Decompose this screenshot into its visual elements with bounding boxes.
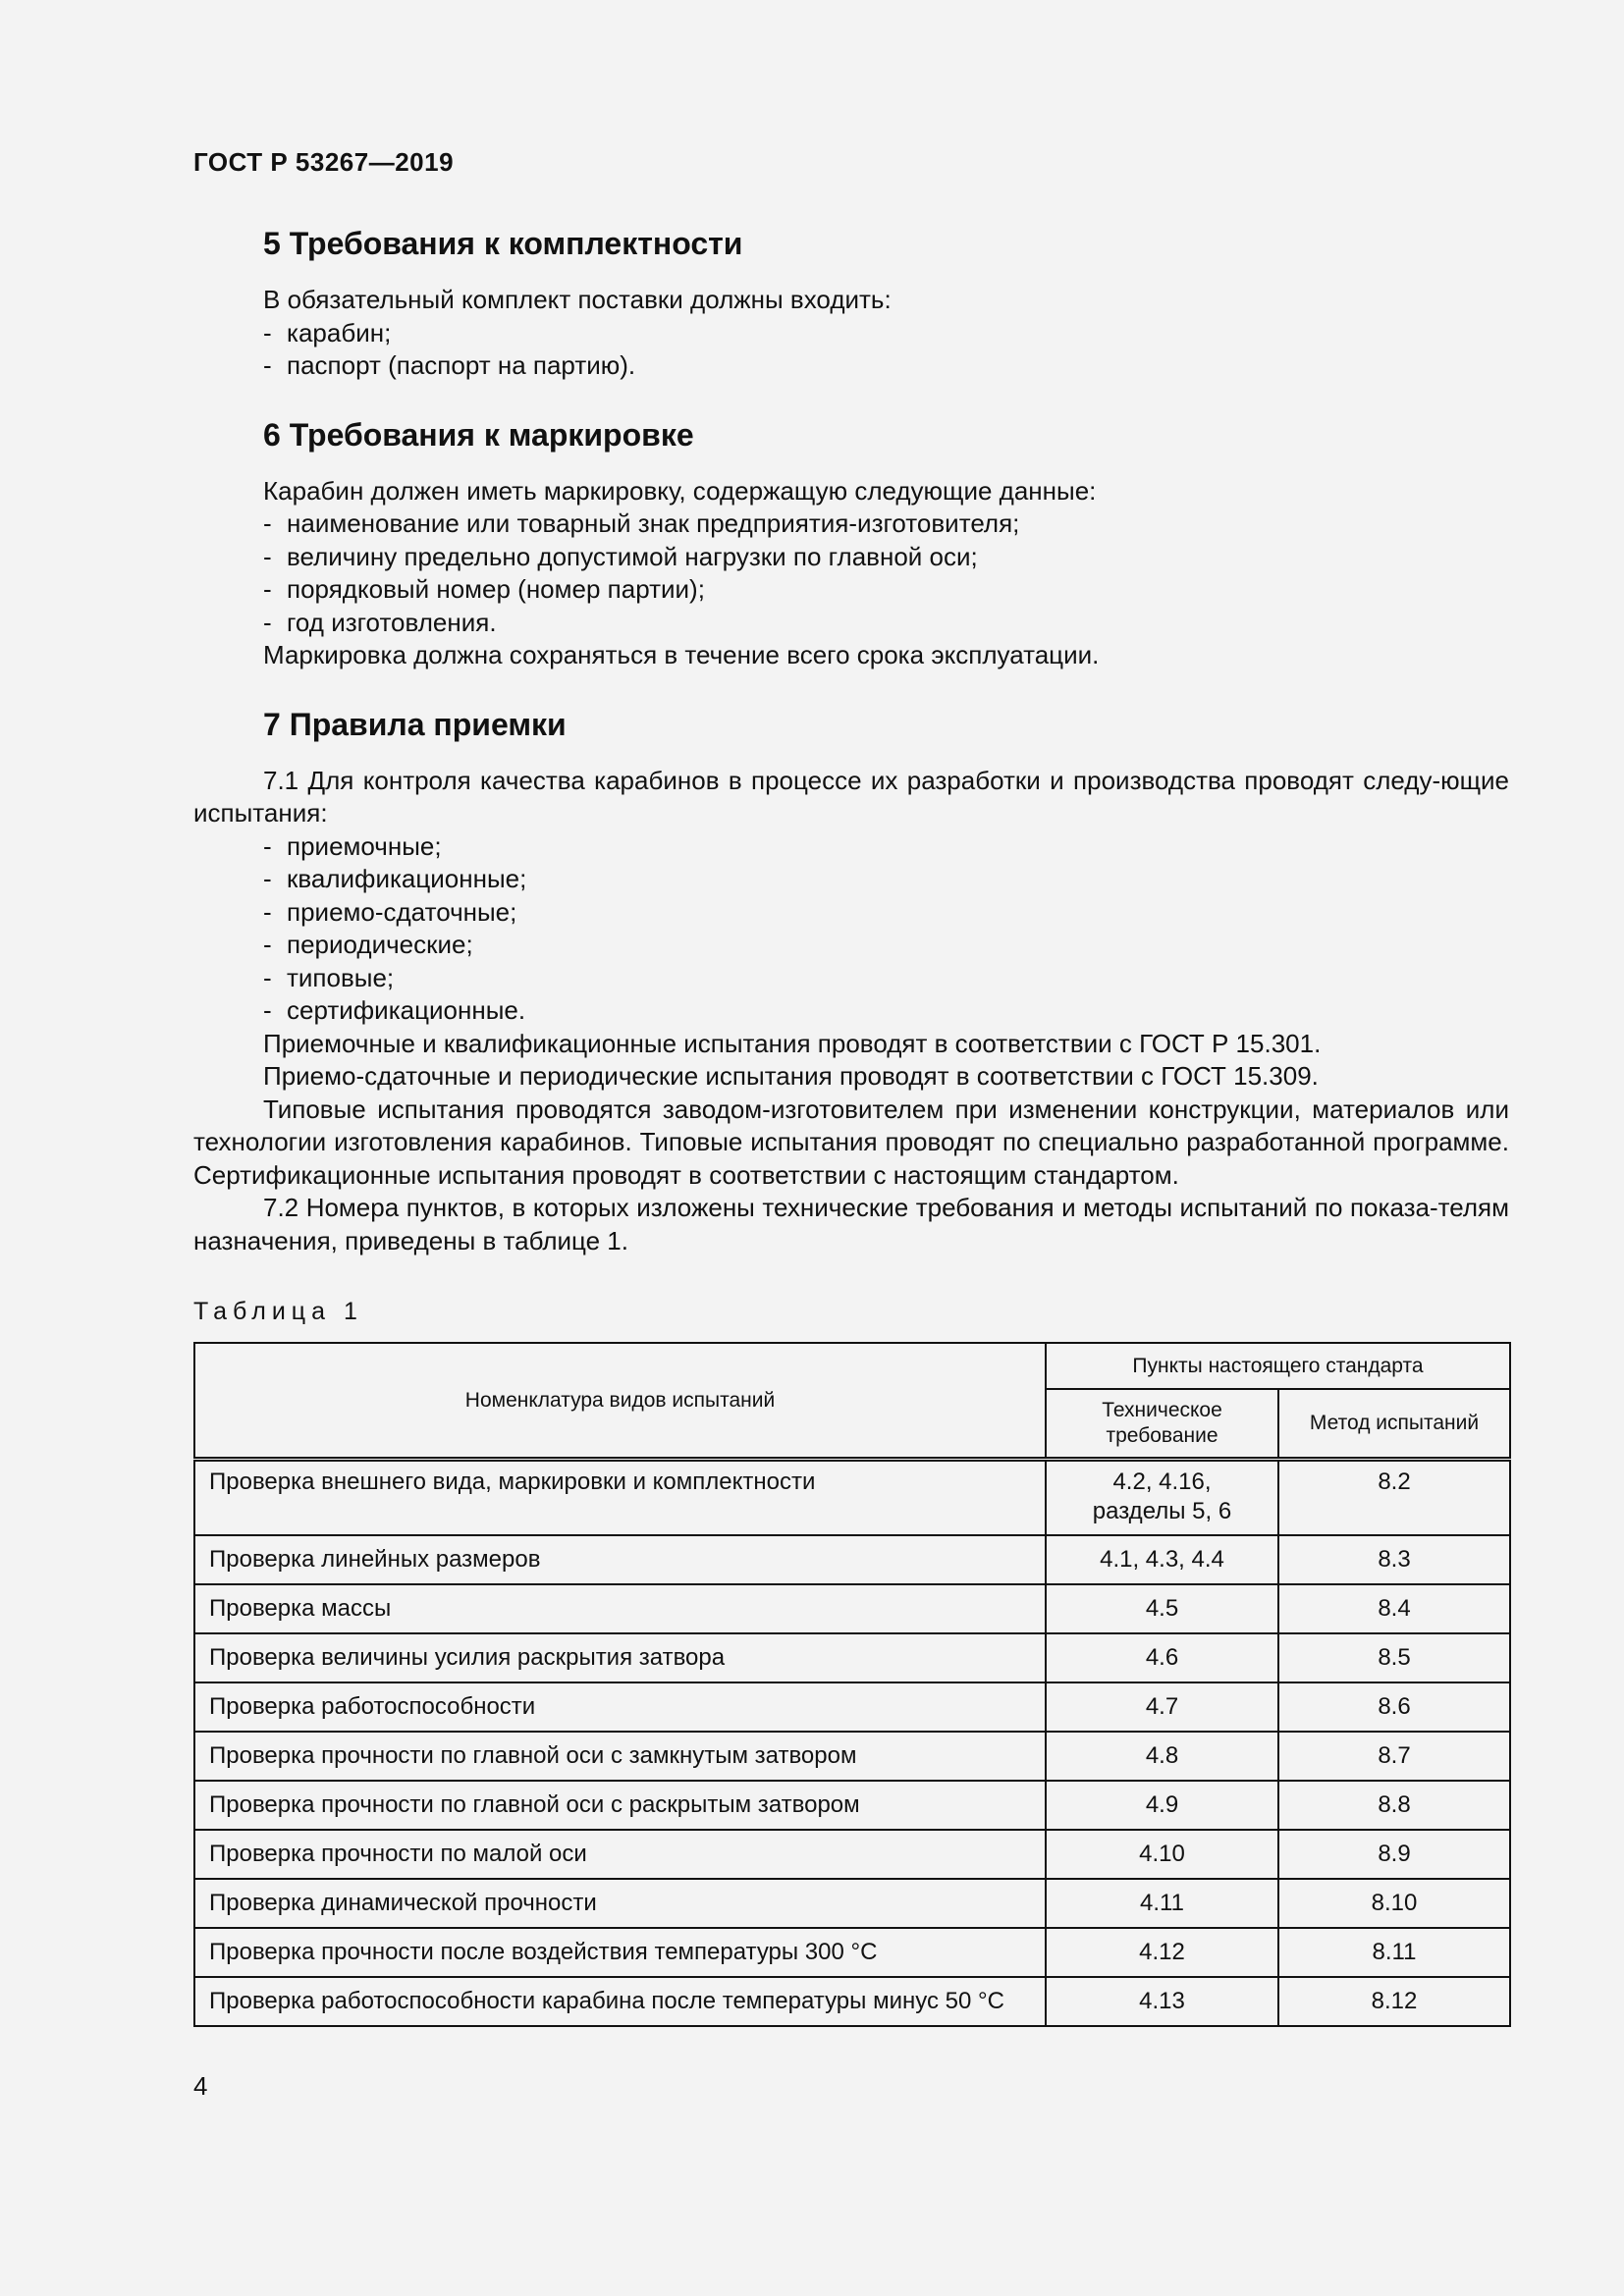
header-requirement: Техническое требование [1046,1389,1278,1460]
cell-requirement: 4.8 [1046,1732,1278,1781]
section-6-intro: Карабин должен иметь маркировку, содержащую следующие данные: [263,475,1097,506]
cell-test-name: Проверка линейных размеров [194,1535,1046,1584]
table-row [194,1732,1510,1781]
table-row [194,1633,1510,1682]
table-row [194,1830,1510,1879]
paragraph-7-2: 7.2 Номера пунктов, в которых изложены технические требования и методы испытаний по показа-телям назначения, приведены в таблице 1. [193,1193,1509,1255]
cell-requirement: 4.5 [1046,1584,1278,1633]
cell-test-name: Проверка работоспособности карабина после температуры минус 50 °С [194,1977,1046,2026]
list-item: - год изготовления. [263,607,497,637]
table-row [194,1928,1510,1977]
cell-test-name: Проверка прочности по главной оси с раскрытым затвором [194,1781,1046,1830]
list-item: - паспорт (паспорт на партию). [263,350,636,380]
cell-requirement: 4.12 [1046,1928,1278,1977]
cell-method: 8.9 [1278,1830,1510,1879]
cell-requirement: 4.11 [1046,1879,1278,1928]
cell-method: 8.11 [1278,1928,1510,1977]
list-item: - величину предельно допустимой нагрузки по главной оси; [263,541,978,571]
cell-method: 8.6 [1278,1682,1510,1732]
header-clauses: Пункты настоящего стандарта [1046,1343,1510,1389]
list-item: - периодические; [263,930,473,959]
cell-test-name: Проверка прочности по главной оси с замкнутым затвором [194,1732,1046,1781]
table-row [194,1460,1510,1536]
section-5-title: 5 Требования к комплектности [263,226,743,261]
page-content [193,221,1509,2027]
cell-method: 8.12 [1278,1977,1510,2026]
list-item: - сертификационные. [263,995,526,1025]
table-row [194,1781,1510,1830]
list-item: - квалификационные; [263,864,527,893]
table-row [194,1879,1510,1928]
cell-test-name: Проверка массы [194,1584,1046,1633]
section-6-title: 6 Требования к маркировке [263,416,694,453]
document-code: ГОСТ Р 53267—2019 [193,147,455,177]
cell-test-name: Проверка динамической прочности [194,1879,1046,1928]
paragraph-7-1: 7.1 Для контроля качества карабинов в процессе их разработки и производства проводят следу-ющие испытания: [193,765,1509,828]
table-caption: Таблица 1 [193,1298,363,1325]
paragraph-acceptance: Приемочные и квалификационные испытания проводят в соответствии с ГОСТ Р 15.301. [263,1028,1322,1058]
list-item: - порядковый номер (номер партии); [263,574,705,604]
table-row [194,1682,1510,1732]
cell-test-name: Проверка внешнего вида, маркировки и комплектности [194,1460,1046,1536]
paragraph-delivery: Приемо-сдаточные и периодические испытания проводят в соответствии с ГОСТ 15.309. [263,1061,1319,1091]
header-method: Метод испытаний [1278,1389,1510,1460]
cell-test-name: Проверка прочности после воздействия температуры 300 °С [194,1928,1046,1977]
section-7-title: 7 Правила приемки [263,706,567,742]
cell-requirement: 4.10 [1046,1830,1278,1879]
cell-method: 8.7 [1278,1732,1510,1781]
tests-table [193,1342,1511,2027]
cell-requirement: 4.1, 4.3, 4.4 [1046,1535,1278,1584]
table-row [194,1977,1510,2026]
list-item: - типовые; [263,962,395,992]
cell-method: 8.8 [1278,1781,1510,1830]
cell-method: 8.2 [1278,1460,1510,1536]
table-row [194,1535,1510,1584]
table-row [194,1584,1510,1633]
cell-requirement: 4.9 [1046,1781,1278,1830]
cell-requirement: 4.2, 4.16, разделы 5, 6 [1046,1460,1278,1536]
cell-test-name: Проверка величины усилия раскрытия затвора [194,1633,1046,1682]
cell-test-name: Проверка работоспособности [194,1682,1046,1732]
cell-requirement: 4.6 [1046,1633,1278,1682]
list-item: - приемо-сдаточные; [263,896,517,927]
cell-method: 8.3 [1278,1535,1510,1584]
section-6-outro: Маркировка должна сохраняться в течение всего срока эксплуатации. [263,640,1100,669]
cell-method: 8.10 [1278,1879,1510,1928]
list-item: - наименование или товарный знак предприятия-изготовителя; [263,508,1020,538]
cell-requirement: 4.13 [1046,1977,1278,2026]
cell-method: 8.4 [1278,1584,1510,1633]
header-nomenclature: Номенклатура видов испытаний [194,1343,1046,1460]
cell-method: 8.5 [1278,1633,1510,1682]
cell-requirement: 4.7 [1046,1682,1278,1732]
list-item: - приемочные; [263,830,442,861]
list-item: - карабин; [263,317,392,347]
cell-test-name: Проверка прочности по малой оси [194,1830,1046,1879]
section-5-intro: В обязательный комплект поставки должны входить: [263,285,892,314]
paragraph-type-tests: Типовые испытания проводятся заводом-изготовителем при изменении конструкции, материалов или технологии изготовления карабинов. Типовые испытания проводят по специально разработанной программе. Сертификационные испытания проводят в соответствии с настоящим стандартом. [193,1094,1509,1190]
page-number: 4 [193,2071,208,2101]
